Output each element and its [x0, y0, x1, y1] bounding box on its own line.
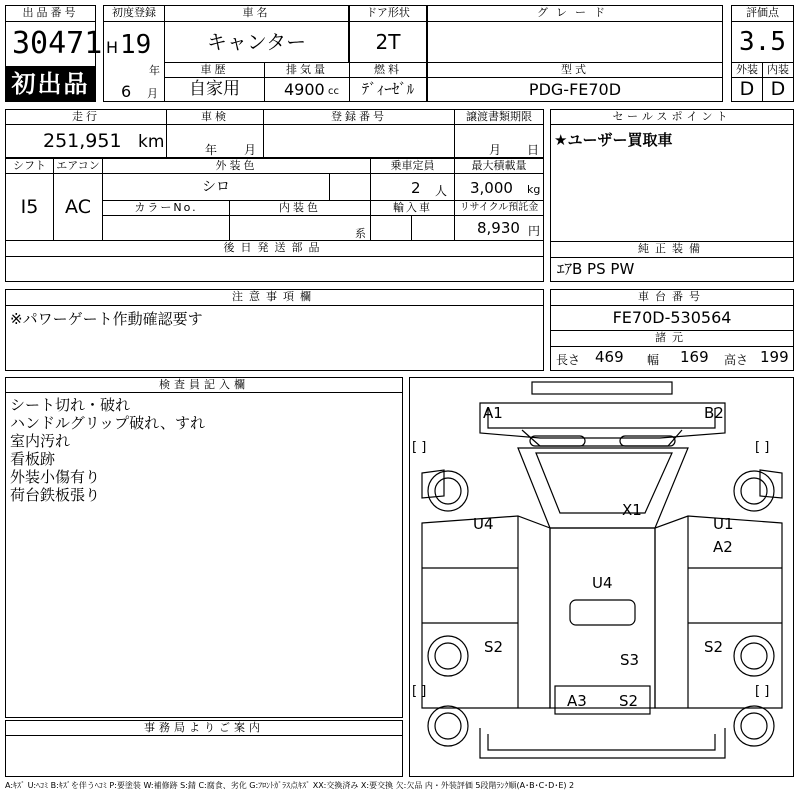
mileage: 251,951 — [43, 130, 122, 152]
bracket-mark: [ ] — [755, 440, 770, 455]
width: 169 — [680, 348, 709, 366]
dimensions-box — [550, 346, 794, 371]
capacity: 2 — [411, 179, 421, 197]
car-name: キャンター — [164, 21, 349, 63]
mark-u4-left: U4 — [473, 515, 494, 533]
car-name-label: 車名 — [164, 5, 349, 22]
width-label: 幅 — [647, 353, 660, 367]
legend: A:ｷｽﾞ U:ﾍｺﾐ B:ｷｽﾞを伴うﾍｺﾐ P:要塗装 W:補修跡 S:錆 C:腐食、劣化 G:ﾌﾛﾝﾄｶﾞﾗｽ点ｷｽﾞ XX:交換済み X:要交換 欠:欠品 内・外装評価 5段階ﾗﾝｸ順(A･B･C･D･E) 2 — [5, 781, 575, 790]
load-unit: kg — [527, 183, 541, 196]
inspector-label: 検査員記入欄 — [5, 377, 403, 393]
damage-diagram — [409, 377, 794, 777]
mark-b2: B2 — [704, 404, 724, 422]
fuel-label: 燃料 — [349, 62, 427, 78]
mark-s2-bottom: S2 — [619, 692, 639, 710]
door-type: 2T — [349, 21, 427, 63]
grade-label: グレード — [427, 5, 723, 22]
dimensions-label: 諸元 — [550, 330, 794, 347]
mark-x1: X1 — [622, 501, 642, 519]
reg-month: 6 — [121, 82, 132, 101]
ac: AC — [53, 173, 103, 241]
recycle: 8,930 — [477, 219, 520, 237]
model: PDG-FE70D — [427, 77, 723, 102]
exterior-grade: D — [731, 77, 763, 102]
inspector-note: ハンドルグリップ破れ、すれ — [10, 414, 206, 432]
year-unit: 年 — [149, 64, 160, 77]
chassis-number: FE70D-530564 — [550, 305, 794, 331]
transfer-label: 譲渡書類期限 — [454, 109, 544, 125]
color-extra — [329, 173, 371, 201]
mark-s3: S3 — [620, 651, 640, 669]
mark-s2-right: S2 — [704, 638, 724, 656]
score: 3.5 — [731, 21, 794, 63]
inspector-note: 看板跡 — [10, 450, 56, 468]
lot-no: 30471 — [5, 21, 96, 67]
shift-label: シフト — [5, 158, 54, 174]
office-label: 事務局よりご案内 — [5, 720, 403, 736]
capacity-label: 乗車定員 — [370, 158, 455, 174]
model-label: 型式 — [427, 62, 723, 78]
inspector-note: 外装小傷有り — [10, 468, 101, 486]
caution-label: 注意事項欄 — [5, 289, 544, 306]
score-label: 評価点 — [731, 5, 794, 22]
recycle-label: リサイクル預託金 — [454, 200, 544, 216]
inspector-note: シート切れ・破れ — [10, 396, 131, 414]
inspector-note: 室内汚れ — [10, 432, 71, 450]
load: 3,000 — [470, 179, 513, 197]
history-label: 車歴 — [164, 62, 265, 78]
fuel: ﾃﾞｨｰｾﾞﾙ — [349, 77, 427, 102]
inspection-year-unit: 年 — [205, 143, 218, 157]
chassis-label: 車台番号 — [550, 289, 794, 306]
length: 469 — [595, 348, 624, 366]
length-label: 長さ — [556, 353, 581, 367]
grade — [427, 21, 723, 63]
interior-grade: D — [762, 77, 794, 102]
caution: ※パワーゲート作動確認要す — [5, 305, 544, 371]
mileage-unit: km — [138, 132, 165, 152]
inspection-month-unit: 月 — [244, 143, 257, 157]
ac-label: エアコン — [53, 158, 103, 174]
bracket-mark: [ ] — [755, 684, 770, 699]
interior-color — [229, 215, 371, 241]
interior-color-label: 内装色 — [229, 200, 371, 216]
lot-no-label: 出品番号 — [5, 5, 96, 22]
equipment: ｴｱB PS PW — [550, 257, 794, 282]
history: 自家用 — [164, 77, 265, 102]
displacement: 4900 — [284, 80, 325, 99]
later-parts-label: 後日発送部品 — [5, 240, 544, 257]
transfer-day-unit: 日 — [527, 143, 540, 157]
inspector-note: 荷台鉄板張り — [10, 486, 101, 504]
capacity-unit: 人 — [435, 184, 448, 198]
first-reg-label: 初度登録 — [103, 5, 165, 22]
sales-point-label: セールスポイント — [550, 109, 794, 125]
reg-year: 19 — [120, 30, 152, 60]
month-unit: 月 — [147, 87, 158, 100]
color-no-label: カラーNo. — [102, 200, 230, 216]
mark-a2: A2 — [713, 538, 733, 556]
first-listing-badge: 初出品 — [5, 66, 96, 102]
import-label: 輸入車 — [370, 200, 455, 216]
bracket-mark: [ ] — [412, 684, 427, 699]
displacement-unit: cc — [328, 86, 339, 97]
height: 199 — [760, 348, 789, 366]
color-no — [102, 215, 230, 241]
transfer-month-unit: 月 — [489, 143, 502, 157]
bracket-mark: [ ] — [412, 440, 427, 455]
displacement-label: 排気量 — [264, 62, 350, 78]
inspection-label: 車検 — [166, 109, 264, 125]
color-label: 外装色 — [102, 158, 371, 174]
height-label: 高さ — [724, 353, 749, 367]
reg-no-label: 登録番号 — [263, 109, 455, 125]
color: シロ — [102, 173, 330, 201]
mark-a3: A3 — [567, 692, 587, 710]
mark-s2-left: S2 — [484, 638, 504, 656]
mark-a1: A1 — [483, 404, 503, 422]
reg-no — [263, 124, 455, 158]
mileage-label: 走行 — [5, 109, 167, 125]
exterior-label: 外装 — [731, 62, 763, 78]
sales-point: ★ユーザー買取車 — [550, 124, 794, 242]
mark-u1: U1 — [713, 515, 734, 533]
import-a — [370, 215, 412, 241]
office-info — [5, 735, 403, 777]
era: H — [106, 38, 119, 57]
door-label: ドア形状 — [349, 5, 427, 22]
interior-color-unit: 系 — [355, 227, 366, 240]
inspector-notes — [5, 392, 403, 718]
load-label: 最大積載量 — [454, 158, 544, 174]
interior-label: 内装 — [762, 62, 794, 78]
import-b — [411, 215, 455, 241]
recycle-unit: 円 — [528, 224, 541, 238]
equipment-label: 純正装備 — [550, 241, 794, 258]
shift: I5 — [5, 173, 54, 241]
mark-u4-center: U4 — [592, 574, 613, 592]
later-parts — [5, 256, 544, 282]
